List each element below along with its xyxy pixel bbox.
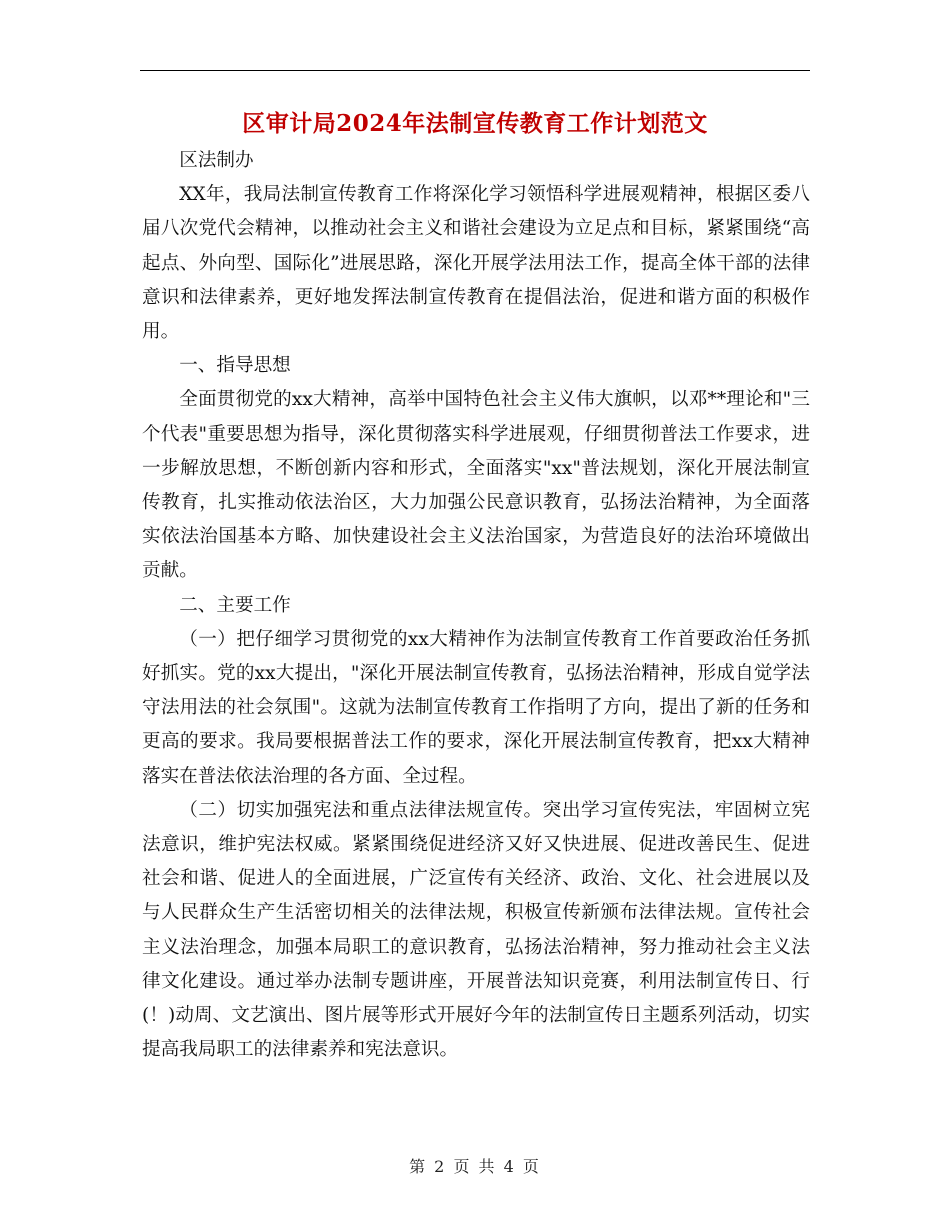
section-heading-main-work: 二、主要工作: [179, 594, 291, 616]
document-title: 区审计局2024年法制宣传教育工作计划范文: [242, 110, 708, 137]
page-number-footer: 第 2 页 共 4 页: [409, 1157, 541, 1176]
author-line: 区法制办: [179, 150, 254, 171]
header-rule: [140, 70, 810, 71]
intro-paragraph: XX年，我局法制宣传教育工作将深化学习领悟科学进展观精神，根据区委八届八次党代会精神，以推动社会主义和谐社会建设为立足点和目标，紧紧围绕“高起点、外向型、国际化”进展思路，深化开展学法用法工作，提高全体干部的法律意识和法律素养，更好地发挥法制宣传教育在提倡法治，促进和谐方面的积极作用。: [142, 184, 810, 343]
guiding-ideology-paragraph: 全面贯彻党的xx大精神，高举中国特色社会主义伟大旗帜，以邓**理论和"三个代表"重要思想为指导，深化贯彻落实科学进展观，仔细贯彻普法工作要求，进一步解放思想，不断创新内容和形式，全面落实"xx"普法规划，深化开展法制宣传教育，扎实推动依法治区，大力加强公民意识教育，弘扬法治精神，为全面落实依法治国基本方略、加快建设社会主义法治国家，为营造良好的法治环境做出贡献。: [142, 389, 810, 582]
section-heading-guiding-ideology: 一、指导思想: [179, 355, 291, 377]
main-work-item-2: （二）切实加强宪法和重点法律法规宣传。突出学习宣传宪法，牢固树立宪法意识，维护宪法权威。紧紧围绕促进经济又好又快进展、促进改善民生、促进社会和谐、促进人的全面进展，广泛宣传有关经济、政治、文化、社会进展以及与人民群众生产生活密切相关的法律法规，积极宣传新颁布法律法规。宣传社会主义法治理念，加强本局职工的意识教育，弘扬法治精神，努力推动社会主义法律文化建设。通过举办法制专题讲座，开展普法知识竞赛，利用法制宣传日、行(！)动周、文艺演出、图片展等形式开展好今年的法制宣传日主题系列活动，切实提高我局职工的法律素养和宪法意识。: [142, 799, 810, 1061]
document-body: [142, 144, 810, 1067]
main-work-item-1: （一）把仔细学习贯彻党的xx大精神作为法制宣传教育工作首要政治任务抓好抓实。党的xx大提出，"深化开展法制宣传教育，弘扬法治精神，形成自觉学法守法用法的社会氛围"。这就为法制宣传教育工作指明了方向，提出了新的任务和更高的要求。我局要根据普法工作的要求，深化开展法制宣传教育，把xx大精神落实在普法依法治理的各方面、全过程。: [142, 628, 810, 787]
